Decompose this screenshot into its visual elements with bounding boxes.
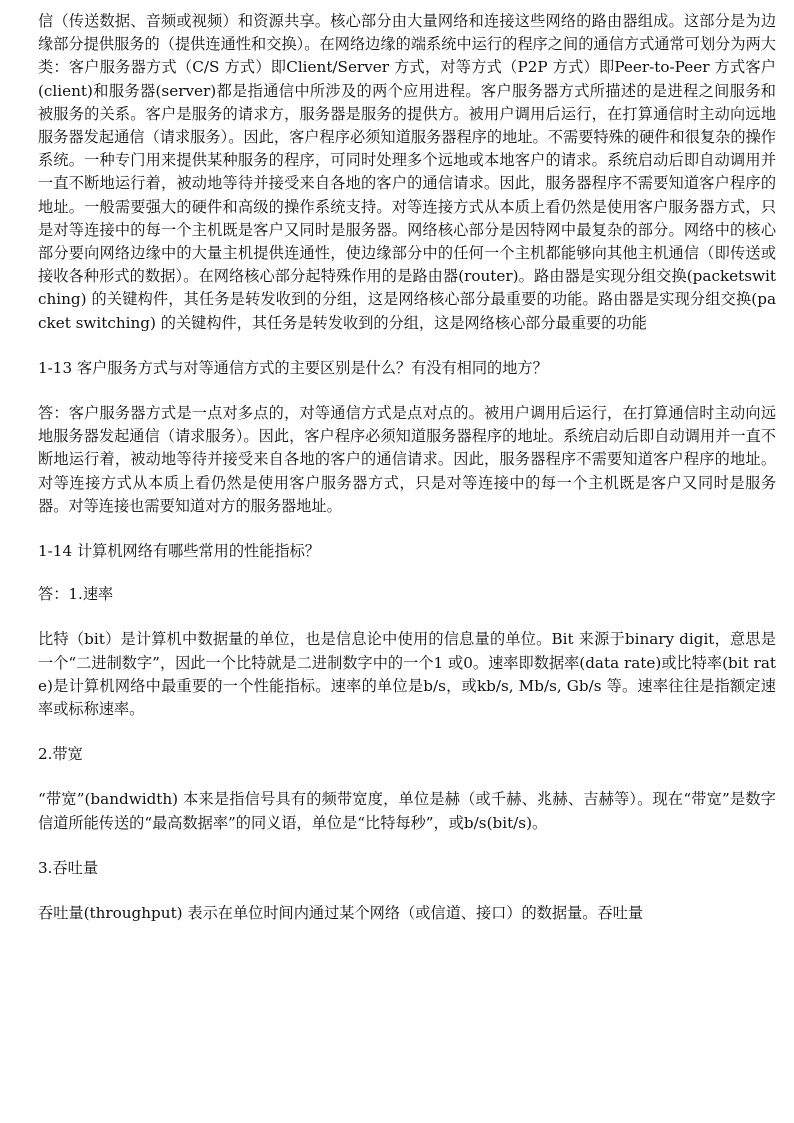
- body-paragraph-client-server: 信（传送数据、音频或视频）和资源共享。核心部分由大量网络和连接这些网络的路由器组成。这部分是为边缘部分提供服务的（提供连通性和交换）。在网络边缘的端系统中运行的程序之间的通信方式通常可划分为两大类：客户服务器方式（C/S 方式）即Client/Server 方式，对等方式（P2P 方式）即Peer-to-Peer 方式客户(client)和服务器(server)都是指通信中所涉及的两个应用进程。客户服务器方式所描述的是进程之间服务和被服务的关系。客户是服务的请求方，服务器是服务的提供方。被用户调用后运行，在打算通信时主动向远地服务器发起通信（请求服务）。因此，客户程序必须知道服务器程序的地址。不需要特殊的硬件和很复杂的操作系统。一种专门用来提供某种服务的程序，可同时处理多个远地或本地客户的请求。系统启动后即自动调用并一直不断地运行着，被动地等待并接受来自各地的客户的通信请求。因此，服务器程序不需要知道客户程序的地址。一般需要强大的硬件和高级的操作系统支持。对等连接方式从本质上看仍然是使用客户服务器方式，只是对等连接中的每一个主机既是客户又同时是服务器。网络核心部分是因特网中最复杂的部分。网络中的核心部分要向网络边缘中的大量主机提供连通性，使边缘部分中的任何一个主机都能够向其他主机通信（即传送或接收各种形式的数据）。在网络核心部分起特殊作用的是路由器(router)。路由器是实现分组交换(packetswitching) 的关键构件，其任务是转发收到的分组，这是网络核心部分最重要的功能。路由器是实现分组交换(packet switching) 的关键构件，其任务是转发收到的分组，这是网络核心部分最重要的功能: [38, 12, 776, 332]
- heading-throughput: 3.吞吐量: [38, 858, 99, 877]
- question-1-14: 1-14 计算机网络有哪些常用的性能指标？: [38, 542, 320, 561]
- heading-bandwidth: 2.带宽: [38, 745, 83, 764]
- body-paragraph-bandwidth: “带宽”(bandwidth) 本来是指信号具有的频带宽度，单位是赫（或千赫、兆赫、吉赫等）。现在“带宽”是数字信道所能传送的“最高数据率”的同义语，单位是“比特每秒”，或b/s(bit/s)。: [38, 790, 776, 832]
- answer-1-13: 答：客户服务器方式是一点对多点的，对等通信方式是点对点的。被用户调用后运行，在打算通信时主动向远地服务器发起通信（请求服务）。因此，客户程序必须知道服务器程序的地址。系统启动后即自动调用并一直不断地运行着，被动地等待并接受来自各地的客户的通信请求。因此，服务器程序不需要知道客户程序的地址。对等连接方式从本质上看仍然是使用客户服务器方式，只是对等连接中的每一个主机既是客户又同时是服务器。对等连接也需要知道对方的服务器地址。: [38, 404, 776, 515]
- body-paragraph-throughput: 吞吐量(throughput) 表示在单位时间内通过某个网络（或信道、接口）的数据量。吞吐量: [38, 904, 644, 923]
- answer-heading-rate: 答：1.速率: [38, 585, 114, 604]
- question-1-13: 1-13 客户服务方式与对等通信方式的主要区别是什么？有没有相同的地方？: [38, 358, 548, 377]
- body-paragraph-rate: 比特（bit）是计算机中数据量的单位，也是信息论中使用的信息量的单位。Bit 来源于binary digit，意思是一个“二进制数字”，因此一个比特就是二进制数字中的一个1 或0。速率即数据率(data rate)或比特率(bit rate)是计算机网络中最重要的一个性能指标。速率的单位是b/s，或kb/s, Mb/s, Gb/s 等。速率往往是指额定速率或标称速率。: [38, 630, 776, 719]
- document-page: [38, 10, 776, 925]
